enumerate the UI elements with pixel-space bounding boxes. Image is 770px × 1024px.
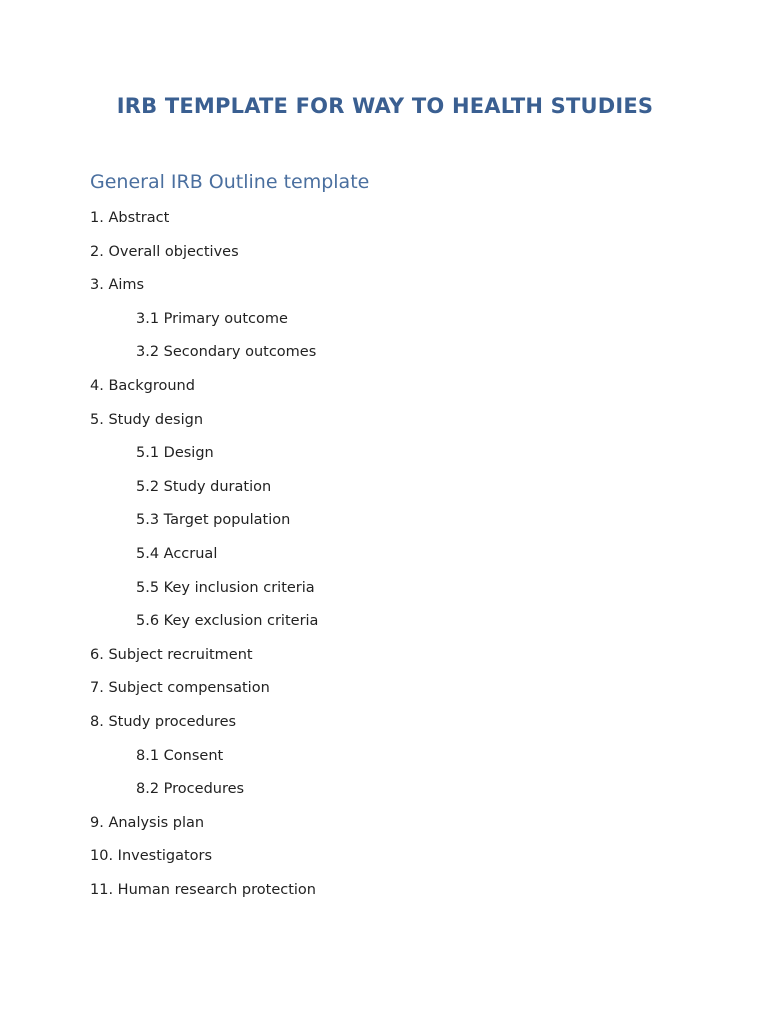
outline-subitem-consent: 8.1 Consent: [136, 747, 224, 764]
outline-item-background: 4. Background: [90, 377, 195, 394]
outline-item-overall-objectives: 2. Overall objectives: [90, 243, 239, 260]
outline-subitem-primary-outcome: 3.1 Primary outcome: [136, 310, 288, 327]
outline-item-aims: 3. Aims: [90, 277, 145, 294]
outline-subitem-secondary-outcomes: 3.2 Secondary outcomes: [136, 344, 317, 361]
outline-item-study-design: 5. Study design: [90, 411, 204, 428]
outline-item-abstract: 1. Abstract: [90, 210, 170, 226]
outline-subitem-key-exclusion-criteria: 5.6 Key exclusion criteria: [136, 613, 319, 630]
outline-subitem-accrual: 5.4 Accrual: [136, 545, 218, 562]
outline-item-human-research-protection: 11. Human research protection: [90, 881, 316, 898]
outline-item-investigators: 10. Investigators: [90, 848, 213, 865]
outline-list: [90, 208, 318, 913]
outline-subitem-design: 5.1 Design: [136, 445, 214, 462]
outline-item-analysis-plan: 9. Analysis plan: [90, 814, 205, 831]
outline-subitem-study-duration: 5.2 Study duration: [136, 478, 272, 495]
outline-subitem-procedures: 8.2 Procedures: [136, 781, 245, 798]
outline-item-subject-compensation: 7. Subject compensation: [90, 680, 270, 697]
document-title: IRB TEMPLATE FOR WAY TO HEALTH STUDIES: [116, 94, 654, 118]
outline-subitem-key-inclusion-criteria: 5.5 Key inclusion criteria: [136, 579, 315, 596]
outline-item-study-procedures: 8. Study procedures: [90, 713, 237, 730]
outline-item-subject-recruitment: 6. Subject recruitment: [90, 646, 253, 663]
section-heading: General IRB Outline template: [90, 171, 370, 193]
outline-subitem-target-population: 5.3 Target population: [136, 512, 291, 529]
